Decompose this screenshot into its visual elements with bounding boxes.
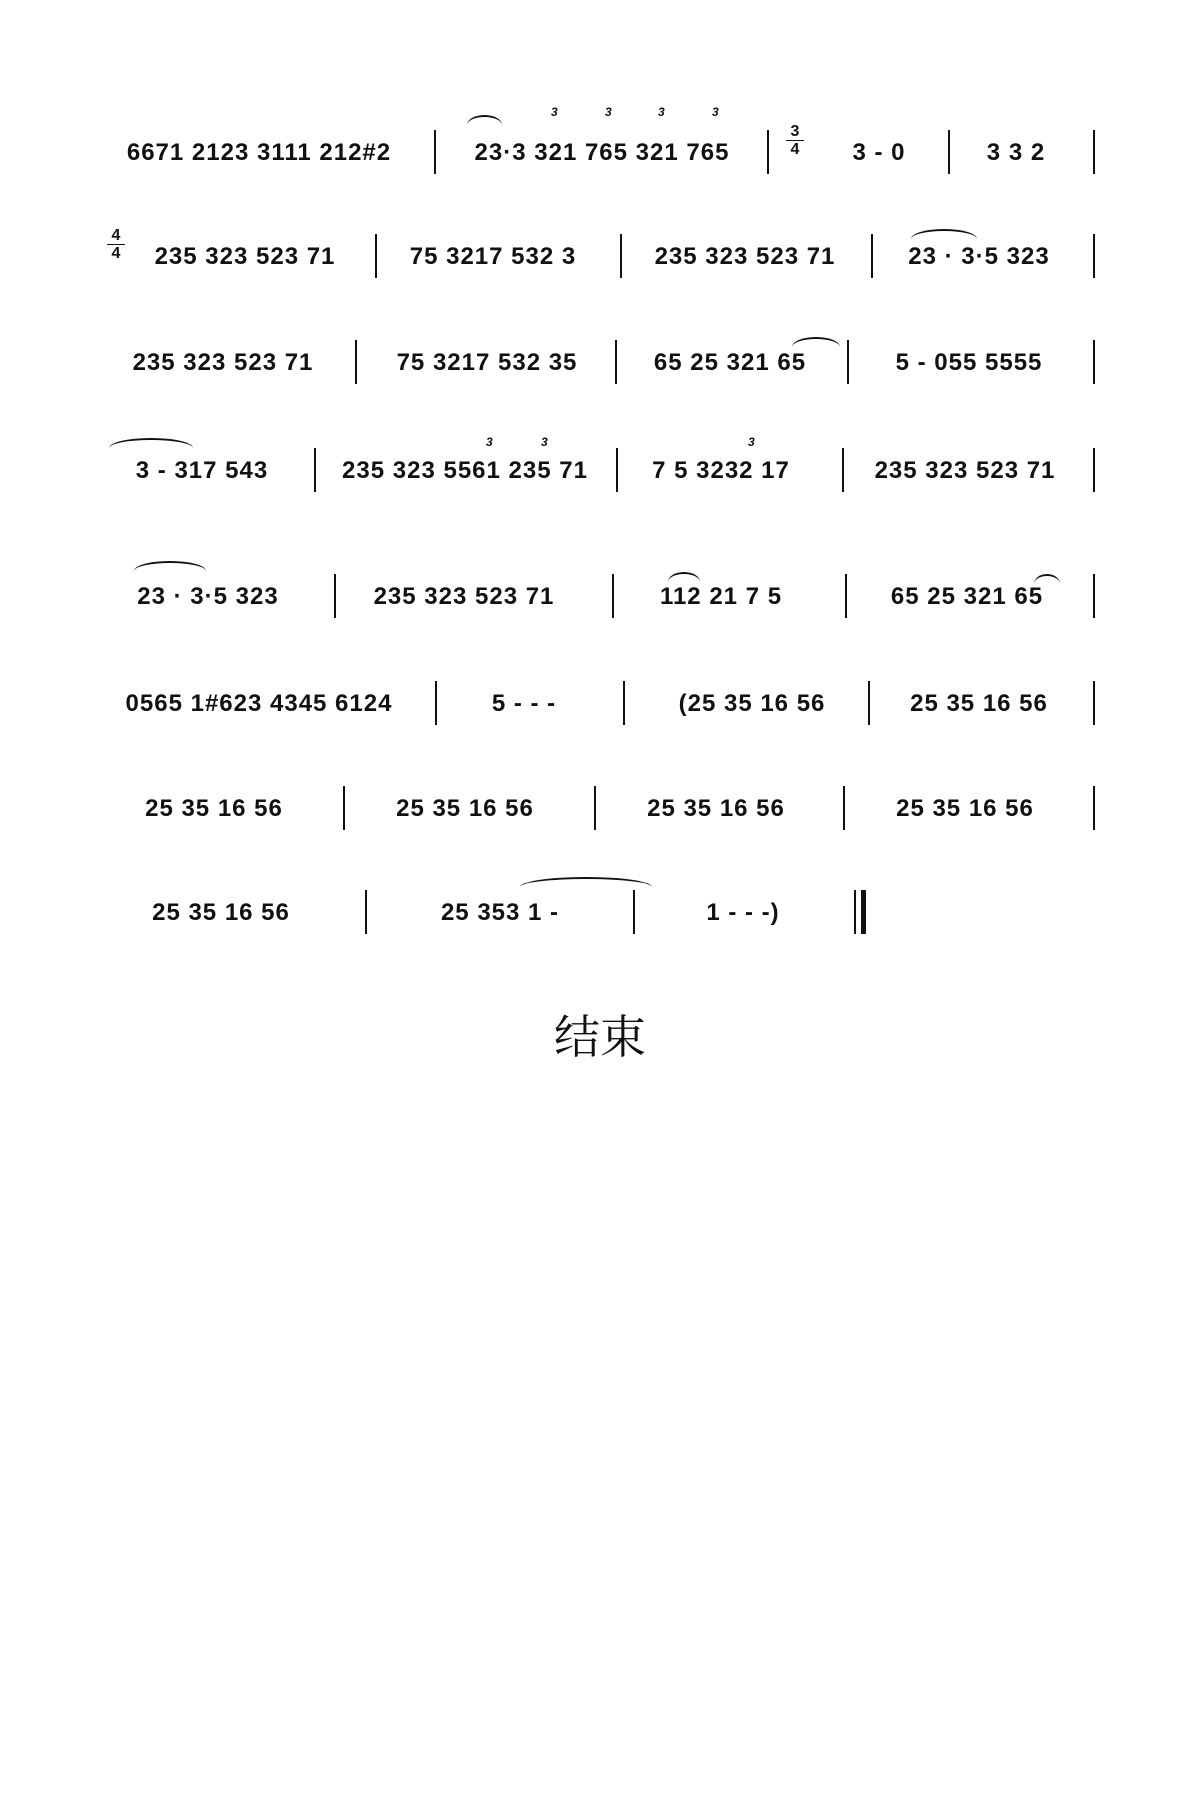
measure-text: 23 · 3·5 323 [908,243,1050,270]
measure-text: 25 353 1 - [440,899,560,926]
triplet-mark: 3 [486,435,493,449]
barline [845,574,847,618]
score-line-8 [0,852,1200,956]
tie-mark [134,561,206,581]
measure-text: 65 25 321 65 [890,583,1044,610]
tie-mark [467,115,502,135]
final-barline-thick [861,890,866,934]
triplet-mark: 3 [541,435,548,449]
barline [1093,340,1095,384]
barline [767,130,769,174]
tie-mark [911,229,977,249]
measure-text: 75 3217 532 35 [396,349,578,376]
measure-1-3 [812,92,946,196]
ending-text: 结束 [554,1011,646,1063]
measure-4-2 [326,410,604,514]
score-line-1 [0,92,1200,196]
measure-text: 25 35 16 56 [896,795,1034,822]
barline [871,234,873,278]
score-line-5 [0,536,1200,640]
measure-text: 3 - 0 [852,139,906,166]
measure-7-4 [855,748,1075,852]
measure-text: 235 323 5561 235 71 [342,457,588,484]
measure-8-2 [378,852,622,956]
barline [616,448,618,492]
barline [615,340,617,384]
barline [1093,786,1095,830]
barline [594,786,596,830]
measure-text: 23·3 321 765 321 765 [474,139,730,166]
triplet-mark: 3 [658,105,665,119]
barline [868,681,870,725]
measure-text: 235 323 523 71 [874,457,1056,484]
measure-text: 235 323 523 71 [132,349,314,376]
barline [948,130,950,174]
score-line-3 [0,302,1200,406]
score-line-4 [0,410,1200,514]
time-signature-3-4: 3 4 [783,124,807,184]
measure-6-4 [880,643,1078,747]
measure-6-1 [104,643,414,747]
measure-text: 25 35 16 56 [647,795,785,822]
barline [434,130,436,174]
measure-text: 23 · 3·5 323 [137,583,279,610]
measure-1-4 [960,92,1072,196]
barline [334,574,336,618]
measure-4-1 [104,410,300,514]
measure-text: 25 35 16 56 [396,795,534,822]
measure-3-1 [104,302,342,406]
measure-text: 3 3 2 [986,139,1046,166]
measure-text: 1 - - -) [706,899,780,926]
score-line-6 [0,643,1200,747]
measure-text: (25 35 16 56 [678,690,826,717]
triplet-mark: 3 [712,105,719,119]
measure-text: 7 5 3232 17 [652,457,790,484]
triplet-mark: 3 [748,435,755,449]
score-line-2 [0,196,1200,300]
barline [1093,234,1095,278]
measure-3-4 [858,302,1080,406]
triplet-mark: 3 [551,105,558,119]
measure-text: 235 323 523 71 [654,243,836,270]
score-line-7 [0,748,1200,852]
measure-text: 112 21 7 5 [659,583,783,610]
measure-text: 235 323 523 71 [373,583,555,610]
measure-text: 3 - 317 543 [135,457,269,484]
barline [847,340,849,384]
barline [365,890,367,934]
barline [343,786,345,830]
measure-7-3 [606,748,826,852]
measure-text: 75 3217 532 3 [409,243,577,270]
measure-text: 25 35 16 56 [910,690,1048,717]
tie-mark [1034,574,1060,594]
triplet-mark: 3 [605,105,612,119]
measure-2-1 [132,196,358,300]
measure-text: 25 35 16 56 [145,795,283,822]
barline [842,448,844,492]
barline [623,681,625,725]
measure-text: 65 25 321 65 [653,349,807,376]
barline [355,340,357,384]
measure-7-1 [104,748,324,852]
measure-6-3 [634,643,870,747]
measure-text: 235 323 523 71 [154,243,336,270]
measure-text: 25 35 16 56 [152,899,290,926]
measure-text: 0565 1#623 4345 6124 [125,690,393,717]
measure-3-2 [367,302,607,406]
measure-1-1 [104,92,414,196]
barline [435,681,437,725]
barline [1093,448,1095,492]
measure-6-2 [446,643,602,747]
tie-mark [668,572,700,592]
measure-2-2 [388,196,598,300]
measure-text: 5 - - - [491,690,557,717]
time-signature-4-4: 4 4 [104,228,128,288]
measure-8-1 [104,852,338,956]
measure-4-3 [628,410,814,514]
final-barline-thin [854,890,856,934]
tie-mark [109,438,193,458]
measure-4-4 [854,410,1076,514]
barline [620,234,622,278]
barline [843,786,845,830]
barline [1093,681,1095,725]
barline [612,574,614,618]
tie-mark [792,337,840,357]
measure-7-2 [355,748,575,852]
measure-5-2 [346,536,582,640]
measure-text: 5 - 055 5555 [895,349,1043,376]
measure-2-3 [632,196,858,300]
barline [1093,130,1095,174]
measure-5-1 [104,536,312,640]
measure-5-3 [624,536,818,640]
barline [375,234,377,278]
barline [1093,574,1095,618]
measure-8-3 [644,852,842,956]
barline [633,890,635,934]
barline [314,448,316,492]
measure-text: 6671 2123 3111 212#2 [126,139,392,166]
